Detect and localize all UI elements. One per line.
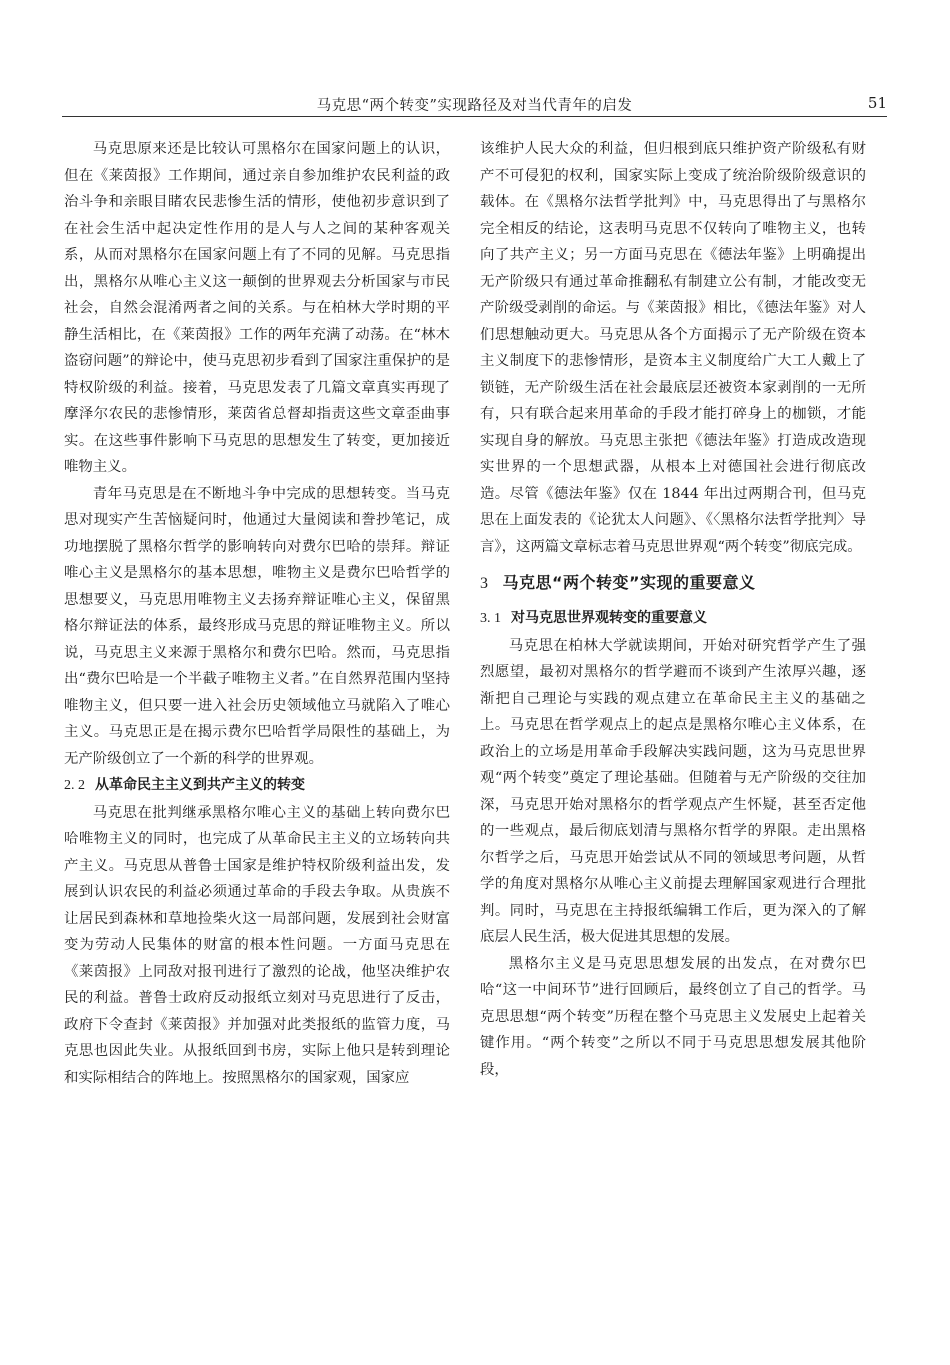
section-title: 马克思“两个转变”实现的重要意义 — [502, 573, 756, 592]
subsection-number: 3. 1 — [480, 611, 501, 626]
section-number: 3 — [480, 575, 489, 592]
paragraph: 马克思在批判继承黑格尔唯心主义的基础上转向费尔巴哈唯物主义的同时，也完成了从革命民主主义的立场转向共产主义。马克思从普鲁士国家是维护特权阶级利益出发，发展到认识农民的利益必须通过革命的手段去争取。从贵族不让居民到森林和草地捡柴火这一局部问题，发展到社会财富变为劳动人民集体的财富的根本性问题。一方面马克思在《莱茵报》上同敌对报刊进行了激烈的论战，他坚决维护农民的利益。普鲁士政府反动报纸立刻对马克思进行了反击，政府下令查封《莱茵报》并加强对此类报纸的监管力度，马克思也因此失业。从报纸回到书房，实际上他只是转到理论和实际相结合的阵地上。按照黑格尔的国家观，国家应 — [64, 804, 450, 1086]
subsection-heading-2-2 — [64, 772, 450, 800]
paragraph: 马克思在柏林大学就读期间，开始对研究哲学产生了强烈愿望，最初对黑格尔的哲学避而不谈到产生浓厚兴趣，逐渐把自己理论与实践的观点建立在革命民主主义的基础之上。马克思在哲学观点上的起点是黑格尔唯心主义体系，在政治上的立场是用革命手段解决实践问题，这为马克思世界观“两个转变”奠定了理论基础。但随着与无产阶级的交往加深，马克思开始对黑格尔的哲学观点产生怀疑，甚至否定他的一些观点，最后彻底划清与黑格尔哲学的界限。走出黑格尔哲学之后，马克思开始尝试从不同的领域思考问题，从哲学的角度对黑格尔从唯心主义前提去理解国家观进行合理批判。同时，马克思在主持报纸编辑工作后，更为深入的了解底层人民生活，极大促进其思想的发展。 — [480, 637, 866, 945]
paragraph: 马克思原来还是比较认可黑格尔在国家问题上的认识，但在《莱茵报》工作期间，通过亲自参加维护农民利益的政治斗争和亲眼目睹农民悲惨生活的情形，使他初步意识到了在社会生活中起决定性作用的是人与人之间的某种客观关系，从而对黑格尔在国家问题上有了不同的见解。马克思指出，黑格尔从唯心主义这一颠倒的世界观去分析国家与市民社会，自然会混淆两者之间的关系。与在柏林大学时期的平静生活相比，在《莱茵报》工作的两年充满了动荡。在“林木盗窃问题”的辩论中，使马克思初步看到了国家注重保护的是特权阶级的利益。接着，马克思发表了几篇文章真实再现了摩泽尔农民的悲惨情形，莱茵省总督却指责这些文章歪曲事实。在这些事件影响下马克思的思想发生了转变，更加接近唯物主义。 — [64, 141, 450, 475]
subsection-title: 从革命民主主义到共产主义的转变 — [95, 777, 305, 793]
section-heading-3 — [480, 570, 866, 597]
page-number: 51 — [867, 94, 887, 112]
page-header — [62, 92, 887, 117]
right-column — [480, 136, 866, 1083]
left-column — [64, 136, 450, 1091]
paragraph: 青年马克思是在不断地斗争中完成的思想转变。当马克思对现实产生苦恼疑问时，他通过大量阅读和誊抄笔记，成功地摆脱了黑格尔哲学的影响转向对费尔巴哈的崇拜。辩证唯心主义是黑格尔的基本思想，唯物主义是费尔巴哈哲学的思想要义，马克思用唯物主义去扬弃辩证唯心主义，保留黑格尔辩证法的体系，最终形成马克思的辩证唯物主义。所以说，马克思主义来源于黑格尔和费尔巴哈。然而，马克思指出“费尔巴哈是一个半截子唯物主义者。”在自然界范围内坚持唯物主义，但只要一进入社会历史领域他立马就陷入了唯心主义。马克思正是在揭示费尔巴哈哲学局限性的基础上，为无产阶级创立了一个新的科学的世界观。 — [64, 485, 450, 767]
running-title: 马克思“两个转变”实现路径及对当代青年的启发 — [316, 98, 633, 114]
paragraph: 该维护人民大众的利益，但归根到底只维护资产阶级私有财产不可侵犯的权利，国家实际上变成了统治阶级阶级意识的载体。在《黑格尔法哲学批判》中，马克思得出了与黑格尔完全相反的结论，这表明马克思不仅转向了唯物主义，也转向了共产主义；另一方面马克思在《德法年鉴》上明确提出无产阶级只有通过革命推翻私有制建立公有制，才能改变无产阶级受剥削的命运。与《莱茵报》相比，《德法年鉴》对人们思想触动更大。马克思从各个方面揭示了无产阶级在资本主义制度下的悲惨情形，是资本主义制度给广大工人戴上了锁链，无产阶级生活在社会最底层还被资本家剥削的一无所有，只有联合起来用革命的手段才能打碎身上的枷锁，才能实现自身的解放。马克思主张把《德法年鉴》打造成改造现实世界的一个思想武器，从根本上对德国社会进行彻底改造。尽管《德法年鉴》仅在 1844 年出过两期合刊，但马克思在上面发表的《论犹太人问题》、《〈黑格尔法哲学批判〉导言》，这两篇文章标志着马克思世界观“两个转变”彻底完成。 — [480, 141, 866, 555]
subsection-number: 2. 2 — [64, 778, 85, 793]
subsection-heading-3-1 — [480, 605, 866, 633]
paragraph: 黑格尔主义是马克思思想发展的出发点，在对费尔巴哈“这一中间环节”进行回顾后，最终创立了自己的哲学。马克思思想“两个转变”历程在整个马克思主义发展史上起着关键作用。“两个转变”之所以不同于马克思思想发展其他阶段， — [480, 955, 866, 1078]
subsection-title: 对马克思世界观转变的重要意义 — [511, 610, 707, 626]
